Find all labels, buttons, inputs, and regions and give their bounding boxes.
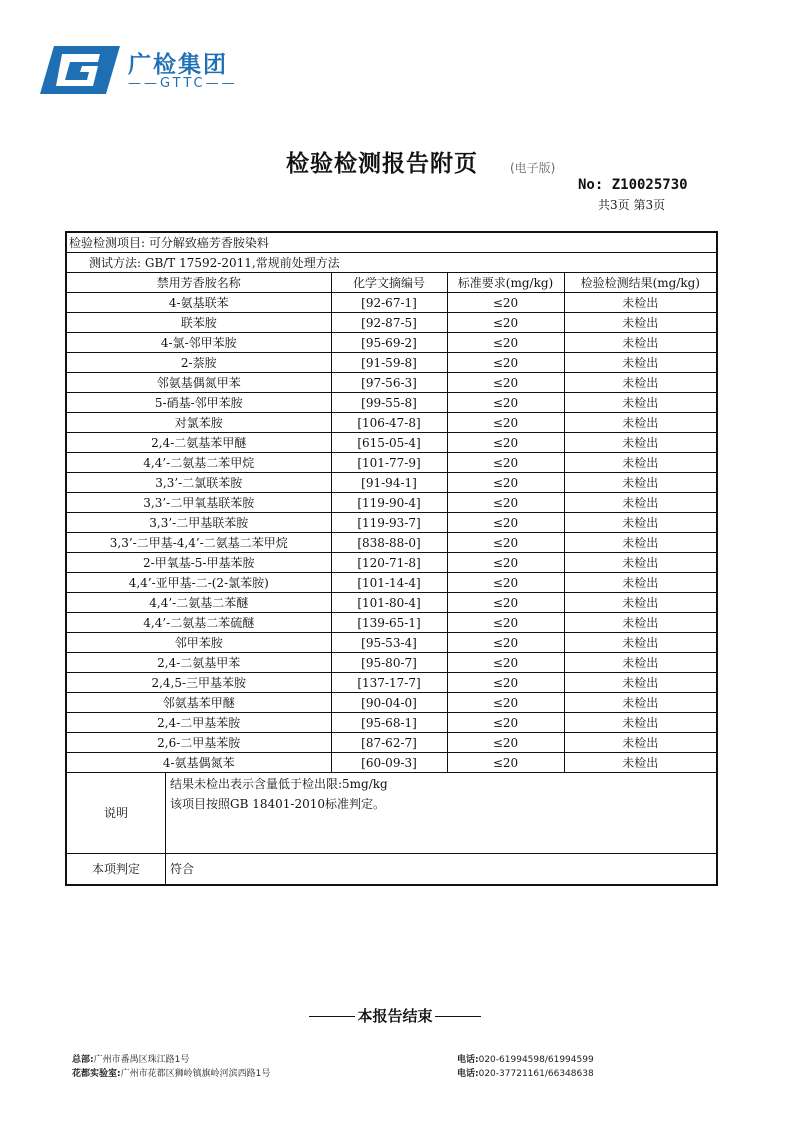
substance-name: 4-氯-邻甲苯胺 [66,333,331,353]
result-value: 未检出 [564,753,717,773]
substance-name: 邻氨基偶氮甲苯 [66,373,331,393]
notes-label: 说明 [67,773,166,853]
table-row [66,293,717,313]
substance-name: 5-硝基-邻甲苯胺 [66,393,331,413]
column-header: 检验检测结果(mg/kg) [564,273,717,293]
limit-value: ≤20 [447,533,564,553]
table-row [66,613,717,633]
cas-number: [87-62-7] [331,733,447,753]
conclusion-value: 符合 [170,862,195,876]
column-header: 禁用芳香胺名称 [66,273,331,293]
table-row [66,673,717,693]
substance-name: 4-氨基联苯 [66,293,331,313]
limit-value: ≤20 [447,633,564,653]
table-row [66,493,717,513]
result-value: 未检出 [564,413,717,433]
limit-value: ≤20 [447,613,564,633]
result-value: 未检出 [564,393,717,413]
result-value: 未检出 [564,673,717,693]
substance-name: 邻甲苯胺 [66,633,331,653]
substance-name: 4,4’-亚甲基-二-(2-氯苯胺) [66,573,331,593]
result-value: 未检出 [564,693,717,713]
limit-value: ≤20 [447,393,564,413]
limit-value: ≤20 [447,413,564,433]
result-value: 未检出 [564,353,717,373]
substance-name: 2-萘胺 [66,353,331,373]
table-row [66,653,717,673]
table-row [66,773,717,854]
result-value: 未检出 [564,553,717,573]
report-title: 检验检测报告附页 [286,151,478,177]
company-name-en: ——GTTC—— [128,76,238,91]
result-value: 未检出 [564,293,717,313]
cas-number: [615-05-4] [331,433,447,453]
cas-number: [92-67-1] [331,293,447,313]
result-value: 未检出 [564,373,717,393]
limit-value: ≤20 [447,753,564,773]
note-line: 结果未检出表示含量低于检出限:5mg/kg [170,777,388,791]
result-value: 未检出 [564,493,717,513]
table-header-row [66,273,717,293]
table-row [66,533,717,553]
table-row [66,353,717,373]
substance-name: 3,3’-二甲基-4,4’-二氨基二苯甲烷 [66,533,331,553]
cas-number: [60-09-3] [331,753,447,773]
table-row [66,854,717,886]
substance-name: 2,4,5-三甲基苯胺 [66,673,331,693]
result-value: 未检出 [564,533,717,553]
results-table-wrapper [65,231,716,886]
cas-number: [91-59-8] [331,353,447,373]
limit-value: ≤20 [447,493,564,513]
substance-name: 4-氨基偶氮苯 [66,753,331,773]
substance-name: 2-甲氧基-5-甲基苯胺 [66,553,331,573]
cas-number: [139-65-1] [331,613,447,633]
cas-number: [92-87-5] [331,313,447,333]
limit-value: ≤20 [447,693,564,713]
substance-name: 2,4-二氨基甲苯 [66,653,331,673]
cas-number: [101-77-9] [331,453,447,473]
notes-text [166,773,388,853]
column-header: 标准要求(mg/kg) [447,273,564,293]
table-row [66,313,717,333]
test-item-row: 检验检测项目: 可分解致癌芳香胺染料 [66,232,717,253]
cas-number: [95-69-2] [331,333,447,353]
limit-value: ≤20 [447,713,564,733]
result-value: 未检出 [564,633,717,653]
limit-value: ≤20 [447,293,564,313]
table-row [66,753,717,773]
table-row [66,373,717,393]
cas-number: [119-93-7] [331,513,447,533]
substance-name: 联苯胺 [66,313,331,333]
limit-value: ≤20 [447,453,564,473]
cas-number: [106-47-8] [331,413,447,433]
result-value: 未检出 [564,593,717,613]
table-row [66,393,717,413]
cas-number: [95-53-4] [331,633,447,653]
result-value: 未检出 [564,613,717,633]
table-row [66,413,717,433]
cas-number: [101-14-4] [331,573,447,593]
limit-value: ≤20 [447,313,564,333]
company-name-cn: 广检集团 [128,52,228,78]
limit-value: ≤20 [447,593,564,613]
cas-number: [99-55-8] [331,393,447,413]
limit-value: ≤20 [447,433,564,453]
limit-value: ≤20 [447,473,564,493]
report-end-marker: 本报告结束 [0,1005,790,1026]
note-line: 该项目按照GB 18401-2010标准判定。 [170,797,385,811]
result-value: 未检出 [564,333,717,353]
result-value: 未检出 [564,473,717,493]
result-value: 未检出 [564,513,717,533]
limit-value: ≤20 [447,573,564,593]
cas-number: [838-88-0] [331,533,447,553]
limit-value: ≤20 [447,673,564,693]
limit-value: ≤20 [447,553,564,573]
divider [309,1016,355,1017]
cas-number: [137-17-7] [331,673,447,693]
substance-name: 3,3’-二氯联苯胺 [66,473,331,493]
limit-value: ≤20 [447,653,564,673]
test-method-row: 测试方法: GB/T 17592-2011,常规前处理方法 [66,253,717,273]
table-row [66,573,717,593]
cas-number: [97-56-3] [331,373,447,393]
cas-number: [95-68-1] [331,713,447,733]
substance-name: 4,4’-二氨基二苯醚 [66,593,331,613]
limit-value: ≤20 [447,373,564,393]
substance-name: 对氯苯胺 [66,413,331,433]
table-row [66,633,717,653]
results-table [65,231,718,886]
footer-lab: 花都实验室:广州市花都区狮岭镇旗岭河滨西路1号 [72,1069,271,1079]
result-value: 未检出 [564,433,717,453]
table-row [66,513,717,533]
substance-name: 邻氨基苯甲醚 [66,693,331,713]
table-row [66,733,717,753]
result-value: 未检出 [564,653,717,673]
substance-name: 2,6-二甲基苯胺 [66,733,331,753]
result-value: 未检出 [564,313,717,333]
cas-number: [119-90-4] [331,493,447,513]
result-value: 未检出 [564,453,717,473]
substance-name: 4,4’-二氨基二苯甲烷 [66,453,331,473]
substance-name: 4,4’-二氨基二苯硫醚 [66,613,331,633]
page-count: 共3页 第3页 [598,198,666,212]
edition-label: (电子版) [510,161,556,175]
cas-number: [91-94-1] [331,473,447,493]
divider [435,1016,481,1017]
limit-value: ≤20 [447,333,564,353]
gttc-logo-icon [40,44,120,96]
result-value: 未检出 [564,573,717,593]
limit-value: ≤20 [447,733,564,753]
cas-number: [95-80-7] [331,653,447,673]
substance-name: 2,4-二氨基苯甲醚 [66,433,331,453]
report-number: No: Z10025730 [578,177,688,193]
table-row [66,693,717,713]
substance-name: 2,4-二甲基苯胺 [66,713,331,733]
result-value: 未检出 [564,733,717,753]
substance-name: 3,3’-二甲基联苯胺 [66,513,331,533]
table-row [66,473,717,493]
limit-value: ≤20 [447,353,564,373]
footer-hq-tel: 电话:020-61994598/61994599 [457,1055,594,1065]
footer-hq: 总部:广州市番禺区珠江路1号 [72,1055,190,1065]
footer-lab-tel: 电话:020-37721161/66348638 [457,1069,594,1079]
table-row [66,433,717,453]
table-row [66,553,717,573]
table-row [66,593,717,613]
limit-value: ≤20 [447,513,564,533]
table-row [66,453,717,473]
table-row [66,713,717,733]
result-value: 未检出 [564,713,717,733]
conclusion-label: 本项判定 [67,854,166,884]
cas-number: [101-80-4] [331,593,447,613]
column-header: 化学文摘编号 [331,273,447,293]
table-row [66,333,717,353]
substance-name: 3,3’-二甲氧基联苯胺 [66,493,331,513]
cas-number: [120-71-8] [331,553,447,573]
cas-number: [90-04-0] [331,693,447,713]
